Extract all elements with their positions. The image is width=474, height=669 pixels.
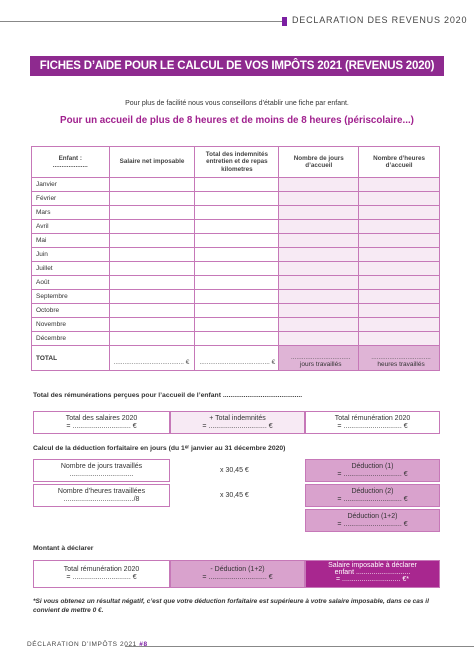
total-jours-dots: ................................. xyxy=(290,354,351,361)
col-header-salaire: Salaire net imposable xyxy=(109,147,195,178)
jours-cell[interactable] xyxy=(279,262,359,276)
heures-cell[interactable] xyxy=(359,220,440,234)
montant-deduction-box[interactable]: - Déduction (1+2) = .............................. € xyxy=(170,560,305,588)
deduction-1-2-box[interactable]: Déduction (1+2) = .............................. € xyxy=(305,509,440,532)
salaire-cell[interactable] xyxy=(109,290,195,304)
heures-cell[interactable] xyxy=(359,234,440,248)
table-row xyxy=(32,248,440,262)
indemnites-cell[interactable] xyxy=(195,220,279,234)
page-title: FICHES D’AIDE POUR LE CALCUL DE VOS IMPÔTS 2021 (REVENUS 2020) xyxy=(30,56,444,76)
jours-cell[interactable] xyxy=(279,332,359,346)
table-row xyxy=(32,220,440,234)
heures-cell[interactable] xyxy=(359,206,440,220)
deduction-label: Calcul de la déduction forfaitaire en jours (du 1ᵉʳ janvier au 31 décembre 2020) xyxy=(33,445,286,452)
indemnites-cell[interactable] xyxy=(195,262,279,276)
heures-travaillees-box[interactable]: Nombre d’heures travaillées ..................................../8 xyxy=(33,484,170,507)
month-label: Juin xyxy=(32,248,110,262)
footer-label: DÉCLARATION D’IMPÔTS 2021 xyxy=(27,641,137,648)
table-header-row xyxy=(32,147,440,178)
jours-cell[interactable] xyxy=(279,276,359,290)
table-row xyxy=(32,304,440,318)
header-accent xyxy=(282,17,287,26)
month-label: Mars xyxy=(32,206,110,220)
jours-cell[interactable] xyxy=(279,290,359,304)
indemnites-cell[interactable] xyxy=(195,234,279,248)
jours-cell[interactable] xyxy=(279,206,359,220)
total-remuneration-box[interactable]: Total rémunération 2020 = .............................. € xyxy=(305,411,440,434)
total-heures-dots: ................................. xyxy=(371,354,431,361)
deduction-1-box[interactable]: Déduction (1) = .............................. € xyxy=(305,459,440,482)
footer xyxy=(27,641,148,648)
month-label: Avril xyxy=(32,220,110,234)
jours-cell[interactable] xyxy=(279,192,359,206)
salaire-cell[interactable] xyxy=(109,304,195,318)
indemnites-cell[interactable] xyxy=(195,206,279,220)
jours-cell[interactable] xyxy=(279,220,359,234)
table-row xyxy=(32,332,440,346)
salaire-cell[interactable] xyxy=(109,178,195,192)
page-number: #8 xyxy=(139,641,148,648)
heures-cell[interactable] xyxy=(359,248,440,262)
rate-heures: x 30,45 € xyxy=(220,492,249,499)
indemnites-cell[interactable] xyxy=(195,178,279,192)
month-label: Septembre xyxy=(32,290,110,304)
col-header-jours: Nombre de jours d’accueil xyxy=(279,147,359,178)
month-label: Octobre xyxy=(32,304,110,318)
section-subtitle: Pour un accueil de plus de 8 heures et de moins de 8 heures (périscolaire...) xyxy=(60,115,414,126)
salaire-cell[interactable] xyxy=(109,262,195,276)
indemnites-cell[interactable] xyxy=(195,276,279,290)
salaire-cell[interactable] xyxy=(109,248,195,262)
salaire-cell[interactable] xyxy=(109,276,195,290)
montant-label: Montant à déclarer xyxy=(33,545,94,552)
salaire-imposable-box[interactable]: Salaire imposable à déclarer enfant ............................ = .............................. €* xyxy=(305,560,440,588)
month-label: Janvier xyxy=(32,178,110,192)
table-row xyxy=(32,234,440,248)
table-row xyxy=(32,262,440,276)
month-label: Février xyxy=(32,192,110,206)
month-label: Mai xyxy=(32,234,110,248)
salaire-cell[interactable] xyxy=(109,318,195,332)
indemnites-cell[interactable] xyxy=(195,192,279,206)
heures-cell[interactable] xyxy=(359,304,440,318)
col-header-indemnites: Total des indemnités entretien et de repas kilometres xyxy=(195,147,279,178)
table-row xyxy=(32,178,440,192)
salaire-cell[interactable] xyxy=(109,220,195,234)
monthly-table xyxy=(31,146,440,371)
total-salaires-box[interactable]: Total des salaires 2020 = .............................. € xyxy=(33,411,170,434)
table-row xyxy=(32,276,440,290)
header-rule xyxy=(0,21,282,22)
total-row xyxy=(32,346,440,371)
indemnites-cell[interactable] xyxy=(195,290,279,304)
jours-cell[interactable] xyxy=(279,234,359,248)
rate-jours: x 30,45 € xyxy=(220,467,249,474)
month-label: Décembre xyxy=(32,332,110,346)
heures-cell[interactable] xyxy=(359,318,440,332)
footer-rule xyxy=(125,646,474,647)
indemnites-cell[interactable] xyxy=(195,248,279,262)
header-label: DECLARATION DES REVENUS 2020 xyxy=(292,15,468,25)
table-row xyxy=(32,206,440,220)
total-heures-unit: heures travaillés xyxy=(377,361,425,368)
jours-cell[interactable] xyxy=(279,178,359,192)
jours-cell[interactable] xyxy=(279,318,359,332)
total-indemnites-cell[interactable]: ....................................... € xyxy=(195,346,279,371)
col-header-enfant: Enfant : .................... xyxy=(32,147,110,178)
col-header-heures: Nombre d’heures d’accueil xyxy=(359,147,440,178)
month-label: Juillet xyxy=(32,262,110,276)
footnote: *Si vous obtenez un résultat négatif, c’est que votre déduction forfaitaire est supérieure à votre salaire imposable, dans ce cas il convient de mettre 0 €. xyxy=(33,598,429,614)
heures-cell[interactable] xyxy=(359,178,440,192)
montant-remuneration-box[interactable]: Total rémunération 2020 = .............................. € xyxy=(33,560,170,588)
table-row xyxy=(32,318,440,332)
jours-travailles-box[interactable]: Nombre de jours travaillés ................................. xyxy=(33,459,170,482)
intro-text: Pour plus de facilité nous vous conseillons d’établir une fiche par enfant. xyxy=(125,100,349,107)
table-row xyxy=(32,290,440,304)
total-jours-unit: jours travaillés xyxy=(299,361,342,368)
salaire-cell[interactable] xyxy=(109,206,195,220)
salaire-cell[interactable] xyxy=(109,332,195,346)
salaire-cell[interactable] xyxy=(109,234,195,248)
table-row xyxy=(32,192,440,206)
indemnites-cell[interactable] xyxy=(195,332,279,346)
total-jours-cell[interactable] xyxy=(279,346,359,371)
total-heures-cell[interactable] xyxy=(359,346,440,371)
heures-cell[interactable] xyxy=(359,262,440,276)
month-label: Novembre xyxy=(32,318,110,332)
total-indemnites-box[interactable]: + Total indemnités = .............................. € xyxy=(170,411,305,434)
heures-cell[interactable] xyxy=(359,332,440,346)
heures-cell[interactable] xyxy=(359,290,440,304)
indemnites-cell[interactable] xyxy=(195,304,279,318)
total-salaire-cell[interactable]: ....................................... € xyxy=(109,346,195,371)
month-label: Août xyxy=(32,276,110,290)
deduction-2-box[interactable]: Déduction (2) = .............................. € xyxy=(305,484,440,507)
remuneration-label: Total des rémunérations perçues pour l’accueil de l’enfant .......................................... xyxy=(33,392,303,399)
jours-cell[interactable] xyxy=(279,248,359,262)
heures-cell[interactable] xyxy=(359,192,440,206)
heures-cell[interactable] xyxy=(359,276,440,290)
indemnites-cell[interactable] xyxy=(195,318,279,332)
salaire-cell[interactable] xyxy=(109,192,195,206)
total-label: TOTAL xyxy=(32,346,110,371)
jours-cell[interactable] xyxy=(279,304,359,318)
